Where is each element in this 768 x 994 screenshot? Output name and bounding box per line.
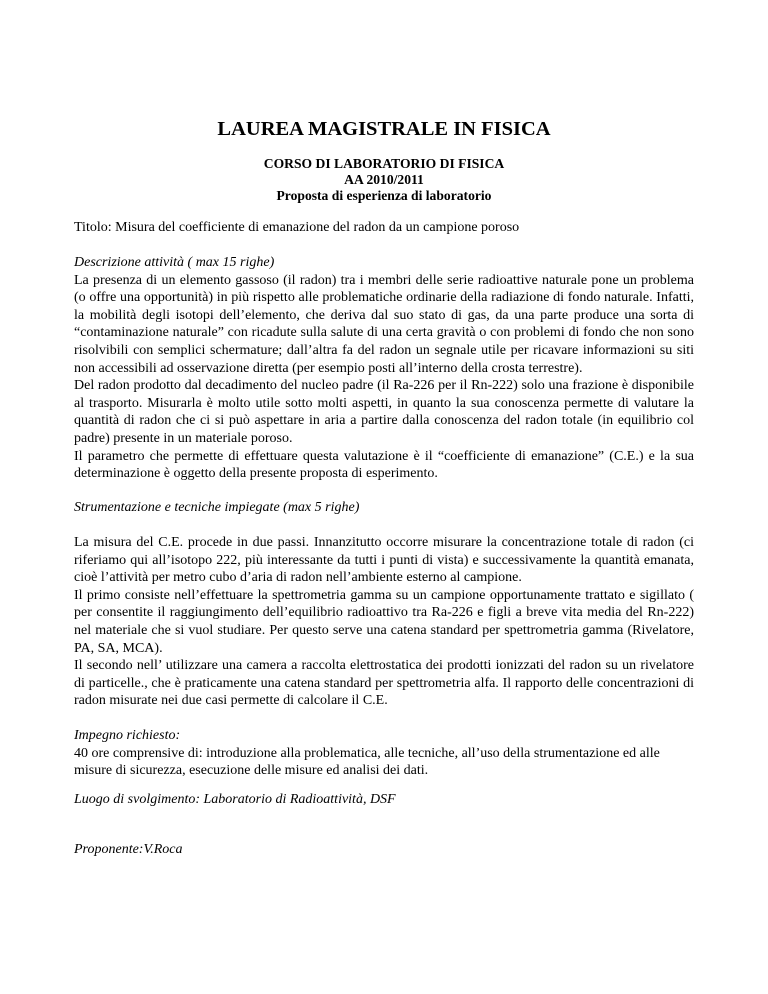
commitment-section [74,727,694,780]
instrumentation-paragraph: La misura del C.E. procede in due passi. Innanzitutto occorre misurare la concentrazione totale di radon (ci riferiamo qui all’isotopo 222, più interessante da tutti i punti di vista) e successivamente la quantità emanata, cioè l’attività per metro cubo d’aria di radon nell’ambiente esterno al campione. [74,535,694,586]
commitment-text: 40 ore comprensive di: introduzione alla problematica, alle tecniche, all’uso della strumentazione ed alle misure di sicurezza, esecuzione delle misure ed analisi dei dati. [74,745,660,779]
commitment-heading: Impegno richiesto: [74,728,181,743]
academic-year: AA 2010/2011 [344,172,424,187]
experiment-title: Titolo: Misura del coefficiente di emanazione del radon da un campione poroso [74,220,520,235]
instrumentation-paragraph: Il secondo nell’ utilizzare una camera a raccolta elettrostatica dei prodotti ionizzati del radon su un rivelatore di particelle., che è praticamente una catena standard per spettrometria alfa. Il rapporto delle concentrazioni di radon misurate nei due casi permette di calcolare il C.E. [74,658,694,709]
page-title: LAUREA MAGISTRALE IN FISICA [217,118,551,140]
proposal-label: Proposta di esperienza di laboratorio [276,188,492,203]
proposer: Proponente:V.Roca [74,842,183,857]
description-paragraph: Il parametro che permette di effettuare questa valutazione è il “coefficiente di emanazione” (C.E.) e la sua determinazione è oggetto della presente proposta di esperimento. [74,448,694,482]
instrumentation-section [74,534,694,710]
location: Luogo di svolgimento: Laboratorio di Radioattività, DSF [74,792,396,807]
description-section [74,254,694,483]
instrumentation-heading: Strumentazione e tecniche impiegate (max 5 righe) [74,500,360,515]
description-paragraph: La presenza di un elemento gassoso (il radon) tra i membri delle serie radioattive naturale pone un problema (o offre una opportunità) in più rispetto alle problematiche ordinarie della radiazione di fondo naturale. Infatti, la mobilità degli isotopi dell’elemento, che deriva dal suo stato di gas, da una parte produce una sorta di “contaminazione naturale” con ricadute sulla salute di una certa gravità o con problemi di fondo che non sono risolvibili con semplici schermature; dall’altra fa del radon un segnale utile per ricavare informazioni su siti non accessibili ad osservazione diretta (per esempio posti all’interno della crosta terrestre). [74,272,694,376]
description-heading: Descrizione attività ( max 15 righe) [74,255,275,270]
description-paragraph: Del radon prodotto dal decadimento del nucleo padre (il Ra-226 per il Rn-222) solo una frazione è disponibile al trasporto. Misurarla è molto utile sotto molti aspetti, in quanto la sua conoscenza permette di valutare la quantità di radon che ci si può aspettare in aria a partire dalla conoscenza del radon totale (in equilibrio col padre) presente in un materiale poroso. [74,378,694,446]
instrumentation-paragraph: Il primo consiste nell’effettuare la spettrometria gamma su un campione opportunamente trattato e sigillato ( per consentite il raggiungimento dell’equilibrio radioattivo tra Ra-226 e figli a breve vita media del Rn-222) nel materiale che si vuol studiare. Per questo serve una catena standard per spettrometria gamma (Rivelatore, PA, SA, MCA). [74,587,694,656]
course-name: CORSO DI LABORATORIO DI FISICA [263,156,505,171]
